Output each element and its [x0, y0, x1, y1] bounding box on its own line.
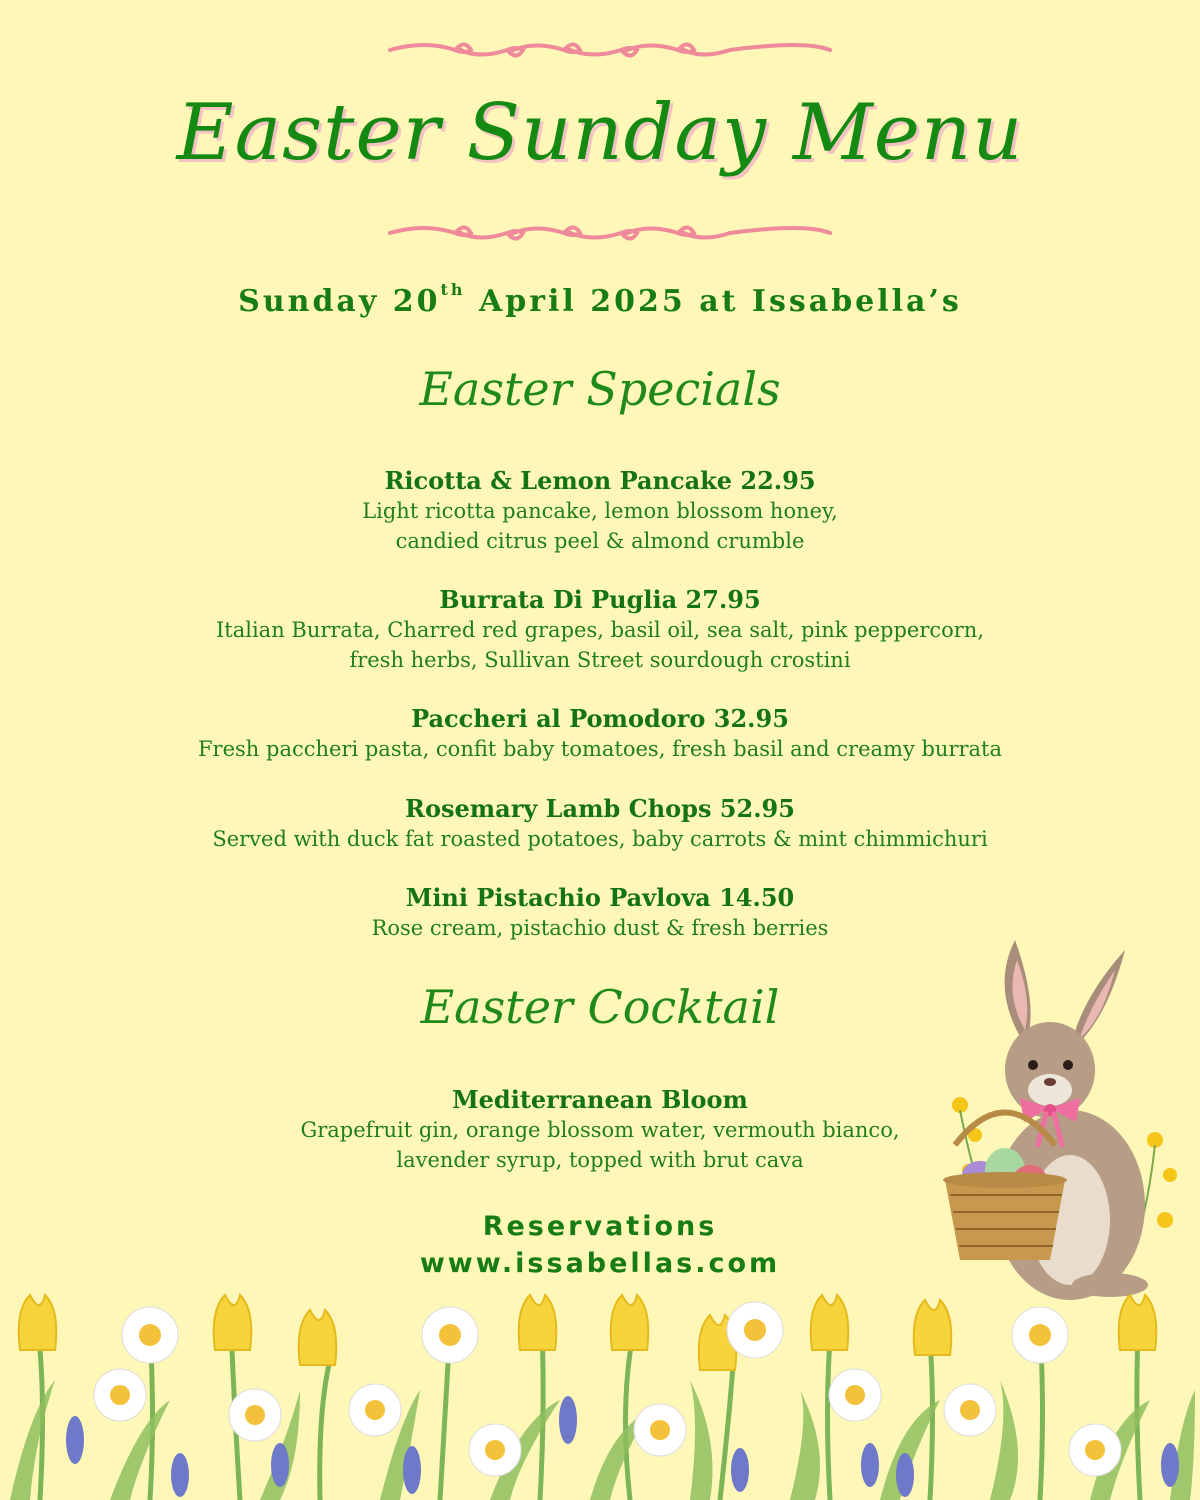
item-desc: Fresh paccheri pasta, confit baby tomatoes, fresh basil and creamy burrata	[197, 737, 1003, 761]
item-name: Mini Pistachio Pavlova 14.50	[405, 883, 795, 912]
specials-heading: Easter Specials	[419, 362, 781, 416]
top-swirl-ornament	[385, 35, 835, 65]
menu-item	[0, 466, 1200, 556]
menu-item	[0, 585, 1200, 675]
item-name: Rosemary Lamb Chops 52.95	[405, 794, 795, 823]
item-desc: Rose cream, pistachio dust & fresh berries	[371, 916, 829, 940]
cocktail-desc: lavender syrup, topped with brut cava	[396, 1148, 804, 1172]
date-prefix: Sunday 20	[238, 284, 441, 319]
event-date	[0, 280, 1200, 319]
menu-title: Easter Sunday Menu	[176, 88, 1024, 178]
date-suffix: April 2025 at Issabella’s	[465, 284, 962, 319]
item-desc: candied citrus peel & almond crumble	[395, 529, 805, 553]
menu-item	[0, 794, 1200, 854]
item-desc: Light ricotta pancake, lemon blossom honey,	[362, 499, 838, 523]
spring-flowers-border	[0, 1290, 1200, 1500]
item-desc: Served with duck fat roasted potatoes, baby carrots & mint chimmichuri	[212, 827, 988, 851]
item-name: Ricotta & Lemon Pancake 22.95	[384, 466, 816, 495]
reservations-link[interactable]: www.issabellas.com	[419, 1248, 781, 1279]
menu-item	[0, 704, 1200, 764]
date-superscript: th	[440, 280, 466, 299]
item-name: Paccheri al Pomodoro 32.95	[411, 704, 789, 733]
cocktail-desc: Grapefruit gin, orange blossom water, vermouth bianco,	[300, 1118, 900, 1142]
cocktail-name: Mediterranean Bloom	[452, 1085, 748, 1114]
item-name: Burrata Di Puglia 27.95	[439, 585, 761, 614]
reservations-label: Reservations	[482, 1211, 718, 1242]
item-desc: Italian Burrata, Charred red grapes, basil oil, sea salt, pink peppercorn,	[215, 618, 985, 642]
item-desc: fresh herbs, Sullivan Street sourdough crostini	[349, 648, 851, 672]
easter-bunny-illustration	[920, 930, 1200, 1300]
cocktail-heading: Easter Cocktail	[420, 980, 780, 1034]
bottom-swirl-ornament	[385, 218, 835, 248]
